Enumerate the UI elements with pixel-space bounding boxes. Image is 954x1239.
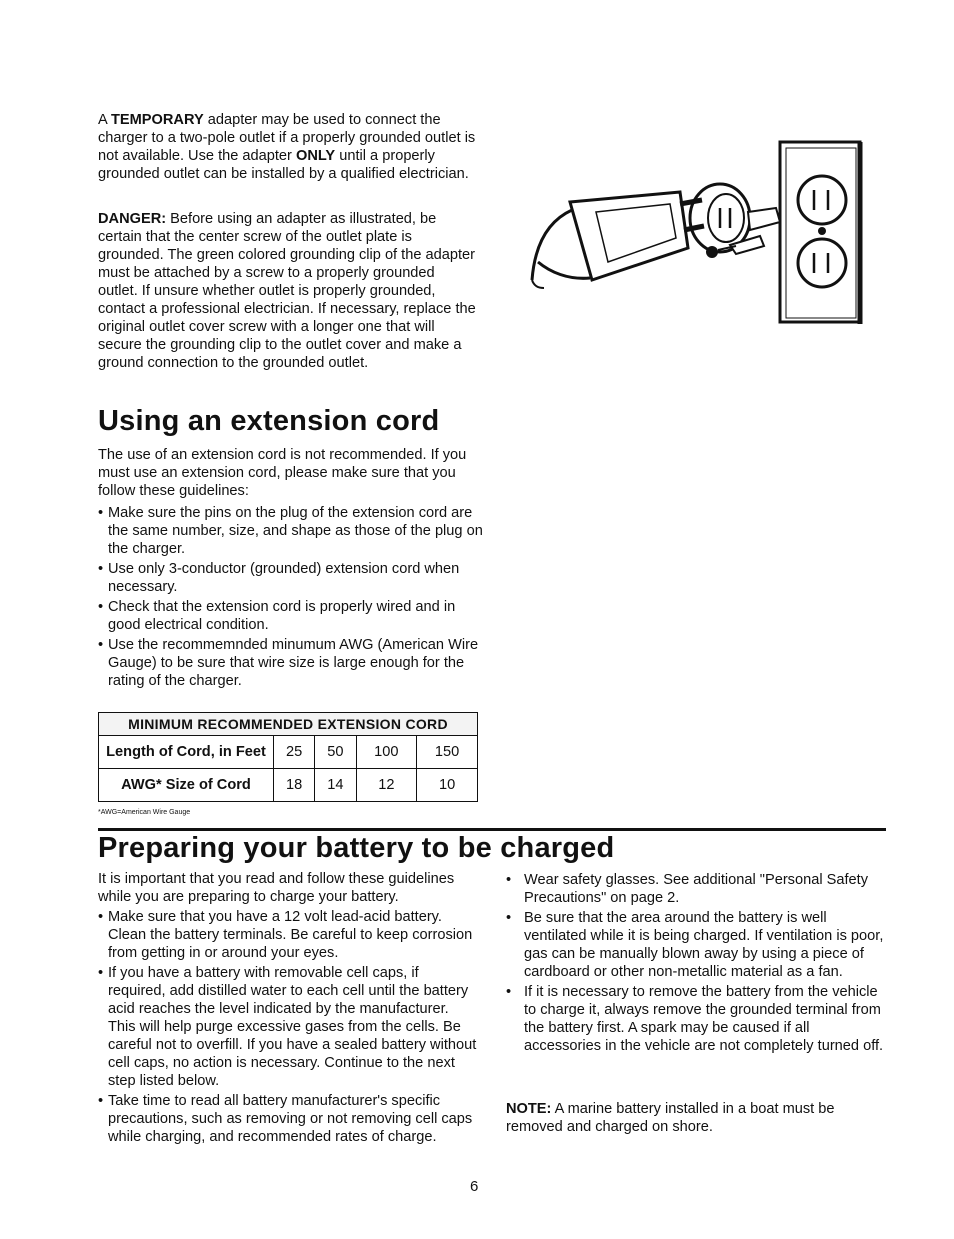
- extension-intro: The use of an extension cord is not recommended. If you must use an extension cord, please make sure that you follow these guidelines:: [98, 447, 467, 499]
- page-number: 6: [470, 1178, 479, 1195]
- note-label: NOTE:: [506, 1101, 552, 1117]
- list-item: • If it is necessary to remove the battery from the vehicle to charge it, always remove the grounded terminal from the battery first. A spark may be caused if all accessories in the vehicle are not completely turned off.: [506, 983, 888, 1055]
- extension-guidelines-list: [98, 504, 483, 692]
- table-cell: 18: [274, 769, 315, 802]
- table-cell: 50: [315, 736, 356, 769]
- only-emphasis: ONLY: [295, 148, 336, 164]
- awg-size-label: AWG* Size of Cord: [99, 769, 274, 802]
- upper-receptacle: [798, 176, 846, 224]
- danger-paragraph: DANGER: Before using an adapter as illustrated, be certain that the center screw of the outlet plate is grounded. The green colored grounding clip of the adapter must be attached by a screw to a properly grounded outlet. If unsure whether outlet is properly grounded, contact a professional electrician. If necessary, replace the original outlet cover screw with a longer one that will secure the grounding clip to the outlet cover and make a ground connection to the grounded outlet.: [98, 211, 476, 371]
- cord: [532, 210, 572, 280]
- preparing-intro: It is important that you read and follow these guidelines while you are preparing to charge your battery.: [98, 871, 455, 905]
- cord-length-label: Length of Cord, in Feet: [99, 736, 274, 769]
- table-row: [99, 713, 478, 736]
- adapter-outlet-illustration-icon: [530, 130, 870, 330]
- list-item: • Make sure the pins on the plug of the extension cord are the same number, size, and shape as those of the plug on the charger.: [98, 504, 483, 558]
- extension-cord-table: [98, 712, 478, 802]
- list-item: • Use only 3-conductor (grounded) extension cord when necessary.: [98, 560, 483, 596]
- table-cell: 14: [315, 769, 356, 802]
- section-divider: [98, 828, 886, 831]
- table-cell: 10: [417, 769, 478, 802]
- list-item: • Take time to read all battery manufacturer's specific precautions, such as removing or not removing cell caps while charging, and recommended rates of charge.: [98, 1092, 480, 1146]
- list-item: • Use the recommemnded minumum AWG (American Wire Gauge) to be sure that wire size is large enough for the rating of the charger.: [98, 636, 483, 690]
- table-cell: 12: [356, 769, 417, 802]
- list-item: • Check that the extension cord is properly wired and in good electrical condition.: [98, 598, 483, 634]
- extension-cord-heading: Using an extension cord: [98, 405, 440, 437]
- table-cell: 150: [417, 736, 478, 769]
- list-item: • Wear safety glasses. See additional "Personal Safety Precautions" on page 2.: [506, 871, 888, 907]
- table-cell: 100: [356, 736, 417, 769]
- danger-label: DANGER:: [98, 211, 167, 227]
- marine-battery-note: NOTE: A marine battery installed in a boat must be removed and charged on shore.: [506, 1101, 835, 1135]
- awg-footnote: *AWG=American Wire Gauge: [98, 809, 191, 816]
- lower-receptacle: [798, 239, 846, 287]
- preparing-battery-heading: Preparing your battery to be charged: [98, 832, 615, 864]
- ground-screw: [706, 246, 718, 258]
- list-item: • Make sure that you have a 12 volt lead-acid battery. Clean the battery terminals. Be careful to keep corrosion from getting in or around your eyes.: [98, 908, 480, 962]
- table-row: [99, 769, 478, 802]
- preparing-left-list: [98, 908, 480, 1148]
- intro-paragraph-temporary: A TEMPORARY adapter may be used to connect the charger to a two-pole outlet if a properly grounded outlet is not available. Use the adapter ONLY until a properly grounded outlet can be installed by a qualified electrician.: [98, 112, 476, 182]
- table-title: MINIMUM RECOMMENDED EXTENSION CORD: [99, 713, 478, 736]
- table-cell: 25: [274, 736, 315, 769]
- list-item: • If you have a battery with removable cell caps, if required, add distilled water to each cell until the battery acid reaches the level indicated by the manufacturer. This will help purge excessive gases from the cells. Be careful not to overfill. If you have a sealed battery without cell caps, no action is necessary. Continue to the next step listed below.: [98, 964, 480, 1090]
- preparing-right-list: [506, 871, 888, 1057]
- list-item: • Be sure that the area around the battery is well ventilated while it is being charged. If ventilation is poor, gas can be manually blown away by using a piece of cardboard or other non-metallic material as a fan.: [506, 909, 888, 981]
- temporary-emphasis: TEMPORARY: [110, 112, 204, 128]
- table-row: [99, 736, 478, 769]
